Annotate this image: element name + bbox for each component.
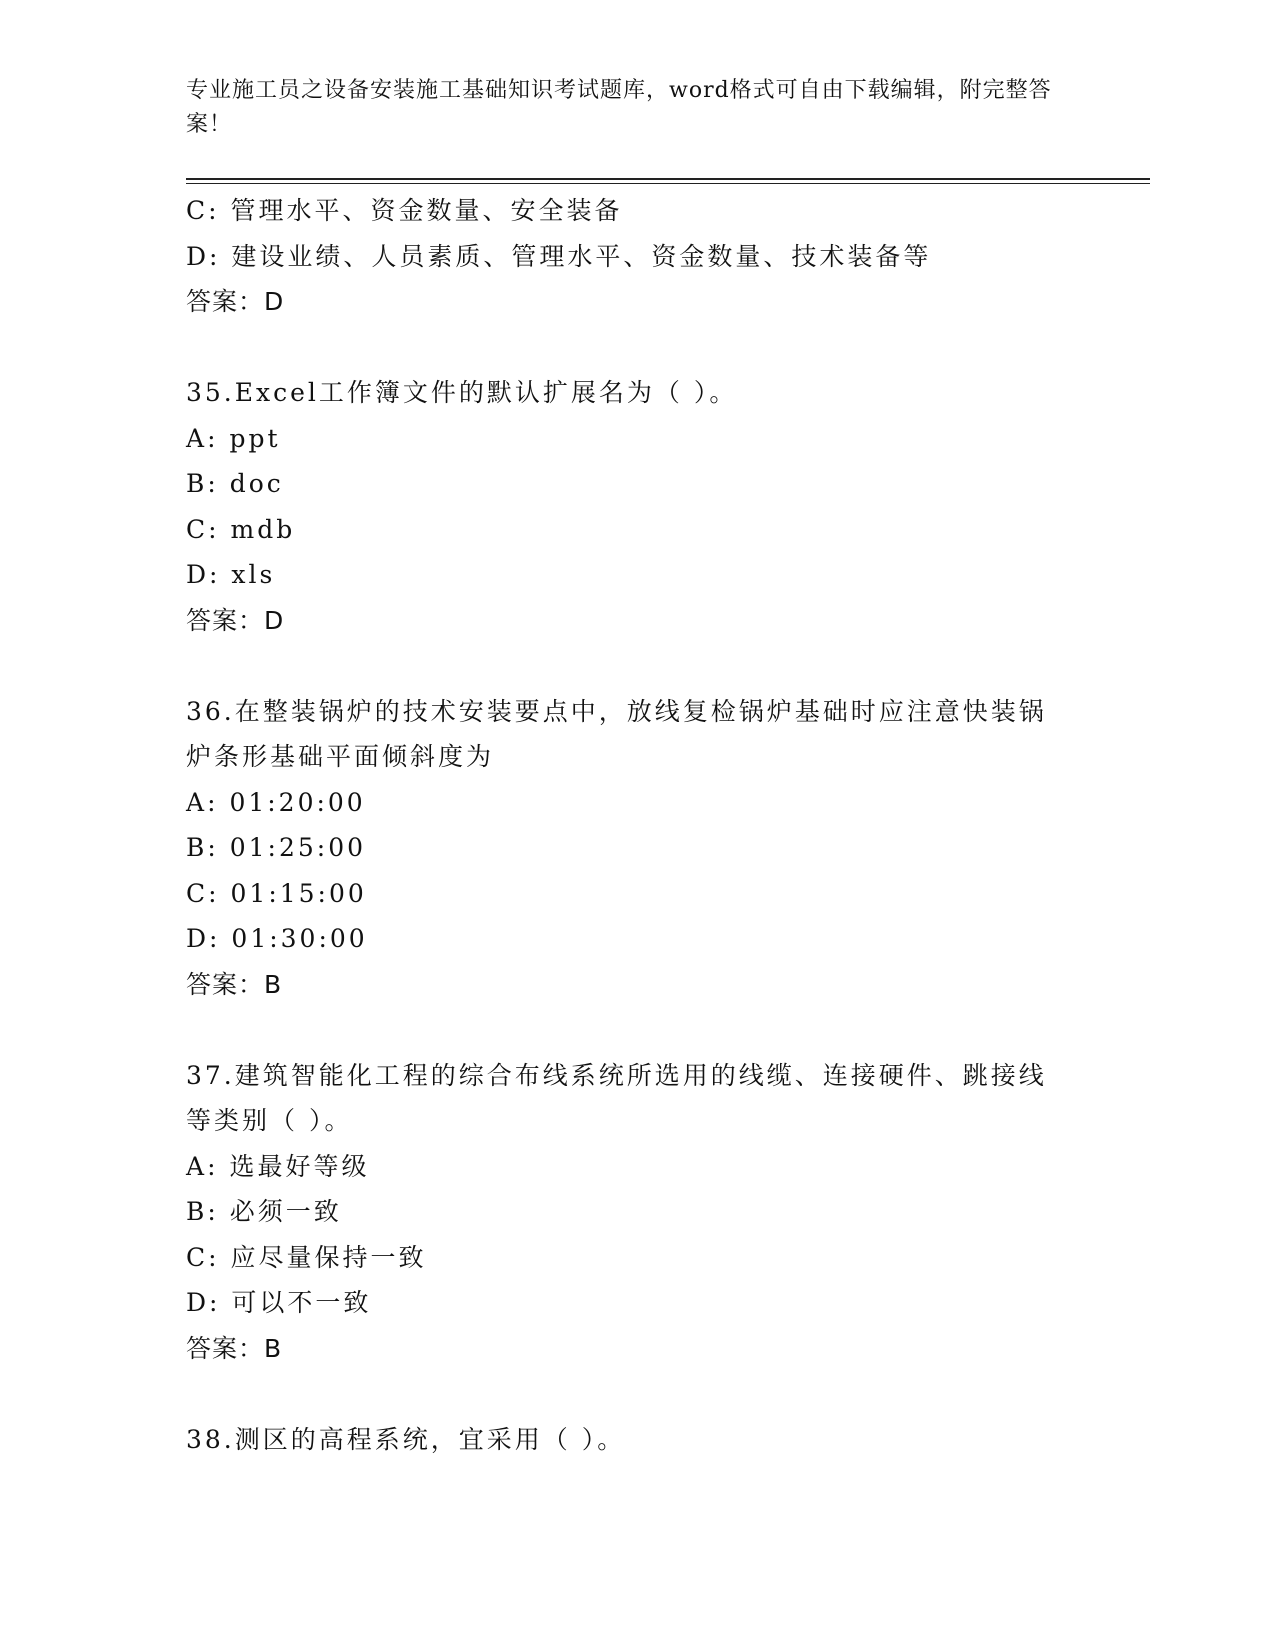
answer-line: 答案：D bbox=[186, 287, 285, 316]
question-stem: 35.Excel工作簿文件的默认扩展名为（ ）。 bbox=[186, 378, 738, 407]
option-line: B: 01:25:00 bbox=[186, 833, 367, 862]
option-line: C: 应尽量保持一致 bbox=[186, 1242, 427, 1272]
option-line: A: ppt bbox=[186, 423, 281, 453]
question-stem: 38.测区的高程系统，宜采用（ ）。 bbox=[186, 1424, 626, 1454]
option-line: C: mdb bbox=[186, 514, 296, 544]
option-line: B: doc bbox=[186, 469, 284, 498]
option-line: A: 01:20:00 bbox=[186, 787, 366, 817]
option-line: D: 01:30:00 bbox=[186, 924, 368, 953]
answer-line: 答案：B bbox=[186, 1333, 283, 1363]
option-line: C: 01:15:00 bbox=[186, 878, 367, 908]
option-line: B: 必须一致 bbox=[186, 1197, 342, 1226]
option-line: D: 建设业绩、人员素质、管理水平、资金数量、技术装备等 bbox=[186, 241, 932, 271]
question-stem: 37.建筑智能化工程的综合布线系统所选用的线缆、连接硬件、跳接线等类别（ ）。 bbox=[186, 1060, 1047, 1135]
document-header: 专业施工员之设备安装施工基础知识考试题库，word格式可自由下载编辑，附完整答案！ bbox=[186, 78, 1052, 137]
option-line: C: 管理水平、资金数量、安全装备 bbox=[186, 196, 623, 225]
option-line: A: 选最好等级 bbox=[186, 1151, 370, 1181]
option-line: D: 可以不一致 bbox=[186, 1288, 372, 1317]
question-stem: 36.在整装锅炉的技术安装要点中，放线复检锅炉基础时应注意快装锅炉条形基础平面倾斜度为 bbox=[186, 696, 1047, 771]
answer-line: 答案：D bbox=[186, 605, 285, 635]
header-rule-thick bbox=[186, 178, 1150, 180]
question-list bbox=[186, 188, 1086, 1462]
header-rule-thin bbox=[186, 183, 1150, 184]
option-line: D: xls bbox=[186, 560, 276, 589]
answer-line: 答案：B bbox=[186, 969, 283, 999]
